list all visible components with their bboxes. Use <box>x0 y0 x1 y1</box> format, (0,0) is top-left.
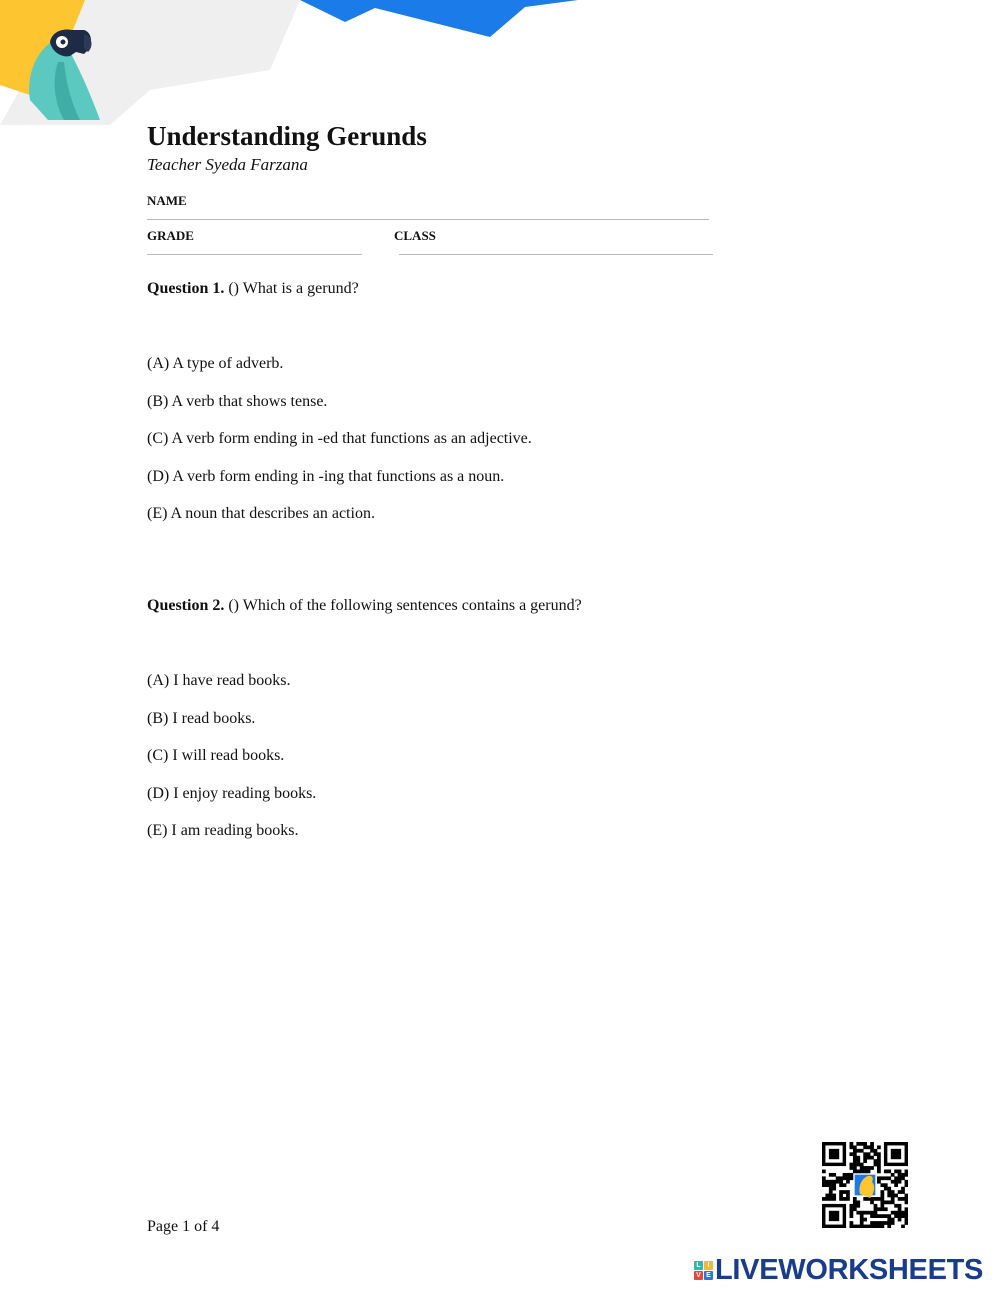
name-input[interactable] <box>200 190 709 218</box>
brand-block-3: V <box>694 1271 703 1280</box>
question-2-prompt: () Which of the following sentences contains a gerund? <box>228 597 582 614</box>
question-1-option-b[interactable]: (B) A verb that shows tense. <box>147 393 328 410</box>
question-2-option-b[interactable]: (B) I read books. <box>147 710 256 727</box>
question-2-label: Question 2. <box>147 597 225 614</box>
brand-block-2: I <box>704 1261 713 1270</box>
teacher-name: Teacher Syeda Farzana <box>147 155 308 174</box>
question-2-option-e[interactable]: (E) I am reading books. <box>147 822 299 839</box>
class-underline <box>399 254 713 255</box>
brand-block-4: E <box>704 1271 713 1280</box>
class-label: CLASS <box>394 228 436 243</box>
header-decoration <box>0 0 1000 125</box>
question-1-prompt: () What is a gerund? <box>228 280 359 297</box>
question-2-option-a[interactable]: (A) I have read books. <box>147 672 291 689</box>
brand-blocks-icon <box>694 1261 713 1280</box>
grade-label: GRADE <box>147 228 194 243</box>
qr-code-icon <box>822 1142 908 1228</box>
question-1-label: Question 1. <box>147 280 225 297</box>
grade-underline <box>147 254 362 255</box>
question-2-option-c[interactable]: (C) I will read books. <box>147 747 285 764</box>
name-underline <box>147 219 709 220</box>
name-label: NAME <box>147 193 187 208</box>
blue-shape <box>300 0 578 37</box>
question-1-option-e[interactable]: (E) A noun that describes an action. <box>147 505 375 522</box>
question-2 <box>147 596 582 616</box>
question-1-option-c[interactable]: (C) A verb form ending in -ed that functions as an adjective. <box>147 430 532 447</box>
question-1-option-d[interactable]: (D) A verb form ending in -ing that functions as a noun. <box>147 468 505 485</box>
question-2-option-d[interactable]: (D) I enjoy reading books. <box>147 785 317 802</box>
class-input[interactable] <box>445 225 714 253</box>
question-1-option-a[interactable]: (A) A type of adverb. <box>147 355 284 372</box>
question-1 <box>147 279 359 299</box>
brand-name: LIVEWORKSHEETS <box>715 1254 984 1286</box>
brand-block-1: L <box>694 1261 703 1270</box>
page-number: Page 1 of 4 <box>147 1218 220 1235</box>
worksheet-title: Understanding Gerunds <box>147 121 427 151</box>
liveworksheets-logo <box>694 1254 983 1286</box>
grade-input[interactable] <box>205 225 364 253</box>
